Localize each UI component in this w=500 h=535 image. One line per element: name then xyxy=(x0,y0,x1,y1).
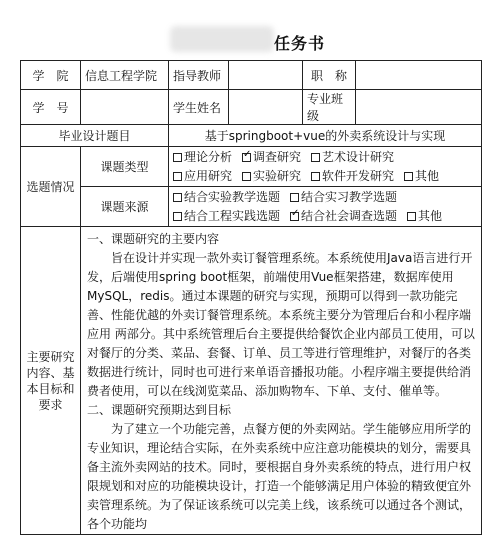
checkbox[interactable] xyxy=(173,212,182,221)
checkbox[interactable] xyxy=(173,172,182,181)
topic-type-row-2 xyxy=(173,167,477,186)
checkbox[interactable] xyxy=(173,153,182,162)
option-applied-research[interactable]: 应用研究 xyxy=(173,167,232,186)
topic-group-label: 选题情况 xyxy=(21,147,81,227)
student-name-label: 学生姓名 xyxy=(169,90,229,125)
topic-source-label: 课题来源 xyxy=(81,187,169,227)
option-survey-research[interactable]: ✓ 调查研究 xyxy=(242,148,301,167)
topic-source-options xyxy=(169,187,482,227)
option-engineering-practice[interactable]: 结合工程实践选题 xyxy=(173,207,280,226)
checkbox-checked[interactable] xyxy=(242,153,251,162)
title-label: 职 称 xyxy=(303,61,356,90)
project-value: 基于springboot+vue的外卖系统设计与实现 xyxy=(169,125,482,147)
advisor-value xyxy=(229,61,303,90)
blurred-title-prefix xyxy=(170,26,274,52)
checkbox[interactable] xyxy=(290,193,299,202)
topic-source-row-1 xyxy=(173,188,477,207)
major-class-value xyxy=(356,90,482,125)
college-value: 信息工程学院 xyxy=(81,61,169,90)
option-other-type[interactable]: 其他 xyxy=(404,167,439,186)
option-experimental-research[interactable]: 实验研究 xyxy=(242,167,301,186)
section2-title: 二、课题研究预期达到目标 xyxy=(87,403,232,417)
option-lab-teaching[interactable]: 结合实验教学选题 xyxy=(173,188,280,207)
topic-type-row-1 xyxy=(173,148,477,167)
content-label: 主要研究内容、基本目标和要求 xyxy=(21,227,81,535)
option-theory-analysis[interactable]: 理论分析 xyxy=(173,148,232,167)
page-title: 任务书 xyxy=(274,34,326,53)
checkbox-checked[interactable] xyxy=(290,212,299,221)
advisor-label: 指导教师 xyxy=(169,61,229,90)
option-software-dev[interactable]: 软件开发研究 xyxy=(311,167,394,186)
student-name-value xyxy=(229,90,303,125)
section1-paragraph: 旨在设计并实现一款外卖订餐管理系统。本系统使用Java语言进行开发，后端使用spring boot框架，前端使用Vue框架搭建，数据库使用MySQL，redis。通过本课题的研究与实现，预期可以得到一款功能完善、性能优越的外卖订餐管理系统。本系统主要分为管理后台和小程序端应用 两部分。其中系统管理后台主要提供给餐饮企业内部员工使用，可以对餐厅的分类、菜品、套餐、订单、员工等进行管理维护，对餐厅的各类数据进行统计，同时也可进行来单语音播报功能。小程序端主要提供给消费者使用，可以在线浏览菜品、添加购物车、下单、支付、催单等。 xyxy=(87,251,475,398)
topic-type-label: 课题类型 xyxy=(81,147,169,187)
checkbox[interactable] xyxy=(242,172,251,181)
student-id-value xyxy=(81,90,169,125)
checkbox[interactable] xyxy=(407,212,416,221)
checkbox[interactable] xyxy=(311,172,320,181)
topic-type-options xyxy=(169,147,482,187)
content-body xyxy=(81,227,482,535)
checkbox[interactable] xyxy=(404,172,413,181)
option-social-survey[interactable]: ✓ 结合社会调查选题 xyxy=(290,207,397,226)
task-table xyxy=(20,60,482,535)
project-label: 毕业设计题目 xyxy=(21,125,169,147)
title-area xyxy=(0,0,500,56)
option-other-source[interactable]: 其他 xyxy=(407,207,442,226)
option-internship-teaching[interactable]: 结合实习教学选题 xyxy=(290,188,397,207)
section1-title: 一、课题研究的主要内容 xyxy=(87,232,220,246)
option-art-design[interactable]: 艺术设计研究 xyxy=(311,148,394,167)
checkbox[interactable] xyxy=(311,153,320,162)
major-class-label: 专业班级 xyxy=(303,90,356,125)
section2-paragraph: 为了建立一个功能完善，点餐方便的外卖网站。学生能够应用所学的专业知识，理论结合实际，在外卖系统中应注意功能模块的划分，需要具备主流外卖网站的技术。同时，要根据自身外卖系统的特点，进行用户权限规划和对应的功能模块设计，打造一个能够满足用户体验的精致便宜外卖管理系统。为了保证该系统可以完美上线，该系统可以通过各个测试，各个功能均 xyxy=(87,422,472,531)
title-value xyxy=(356,61,482,90)
checkbox[interactable] xyxy=(173,193,182,202)
college-label: 学 院 xyxy=(21,61,81,90)
student-id-label: 学 号 xyxy=(21,90,81,125)
topic-source-row-2 xyxy=(173,207,477,226)
